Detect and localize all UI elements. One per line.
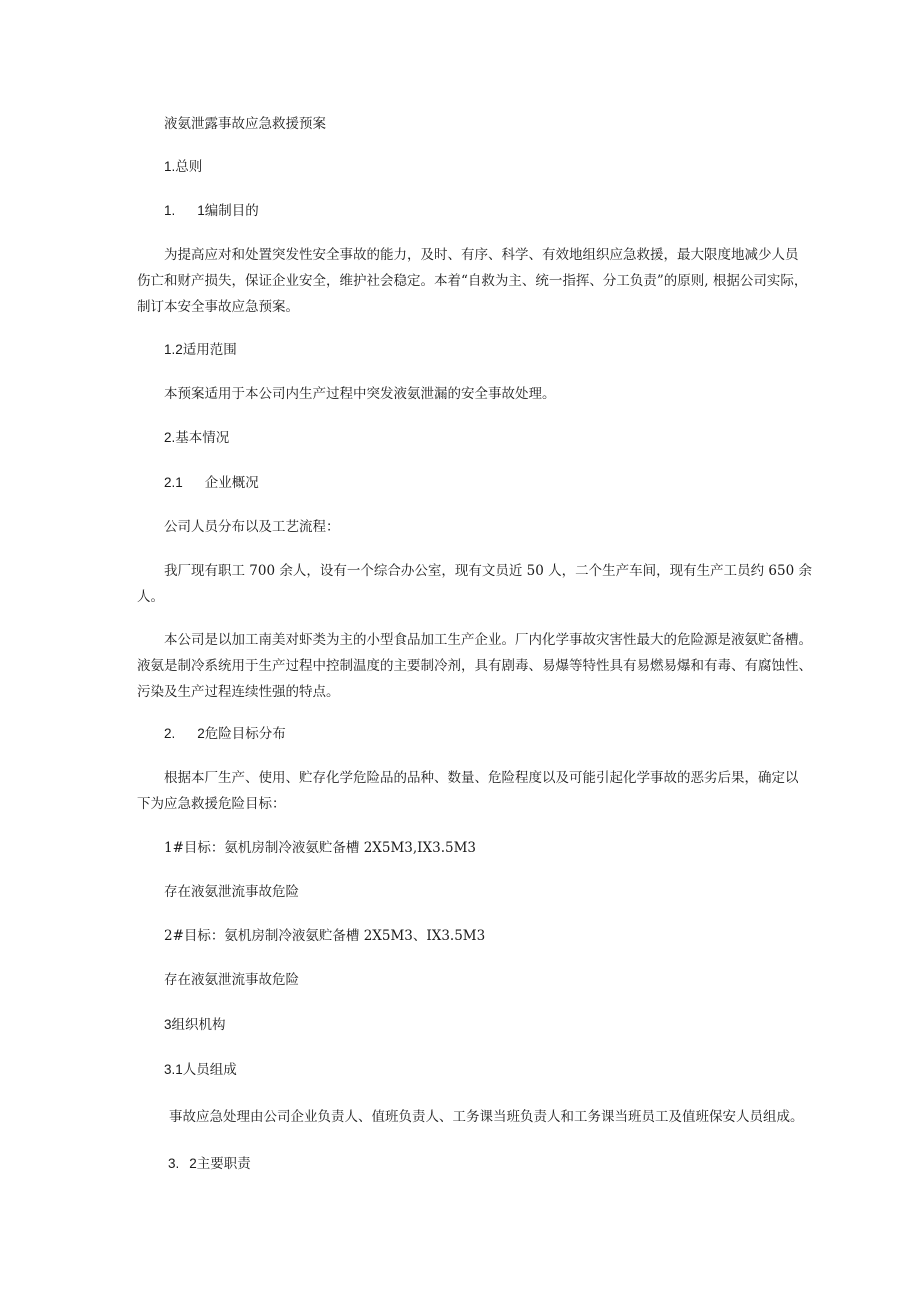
heading-number: 2.1 [164,475,183,490]
target-2: 2#目标：氨机房制冷液氨贮备槽 2X5M3、IX3.5M3 [164,928,486,944]
document-title: 液氨泄露事故应急救援预案 [164,116,326,132]
paragraph-scope: 本预案适用于本公司内生产过程中突发液氨泄漏的安全事故处理。 [164,386,556,402]
heading-text: 1编制目的 [197,203,259,218]
paragraph-company-line-2: 液氨是制冷系统用于生产过程中控制温度的主要制冷剂，具有剧毒、易爆等特性具有易燃易爆和有毒、有腐蚀性、 [137,658,812,674]
target-1-risk: 存在液氨泄流事故危险 [164,884,299,900]
heading-3-organization: 3组织机构 [164,1017,226,1032]
paragraph-purpose-line-3: 制订本安全事故应急预案。 [137,299,299,315]
heading-text: 2主要职责 [189,1156,251,1171]
heading-number: 2. [164,726,176,741]
target-2-risk: 存在液氨泄流事故危险 [164,972,299,988]
heading-2-2-hazards [164,724,286,744]
heading-2-basic: 2.基本情况 [164,430,230,445]
heading-1-general: 1.总则 [164,159,203,174]
paragraph-staff-line-1: 我厂现有职工 700 余人，设有一个综合办公室，现有文员近 50 人，二个生产车间，现有生产工员约 650 余 [164,563,812,579]
paragraph-company-line-3: 污染及生产过程连续性强的特点。 [137,684,340,700]
heading-text: 2危险目标分布 [197,726,286,741]
paragraph-hazards-line-1: 根据本厂生产、使用、贮存化学危险品的品种、数量、危险程度以及可能引起化学事故的恶劣后果，确定以 [164,770,799,786]
heading-3-2-duties [168,1154,251,1174]
heading-number: 3. [168,1156,180,1171]
paragraph-company-line-1: 本公司是以加工南美对虾类为主的小型食品加工生产企业。厂内化学事故灾害性最大的危险源是液氨贮备槽。 [164,632,812,648]
paragraph-hazards-line-2: 下为应急救援危险目标： [137,796,286,812]
heading-number: 1. [164,203,176,218]
heading-1-1-purpose [164,201,259,221]
paragraph-members: 事故应急处理由公司企业负责人、值班负责人、工务课当班负责人和工务课当班员工及值班保安人员组成。 [169,1109,804,1125]
paragraph-staff-process: 公司人员分布以及工艺流程： [164,519,340,535]
paragraph-staff-line-2: 人。 [137,589,164,605]
paragraph-purpose-line-2: 伤亡和财产损失，保证企业安全，维护社会稳定。本着“自救为主、统一指挥、分工负责”的原则, 根据公司实际， [137,273,808,289]
heading-2-1-overview [164,473,259,493]
heading-text: 企业概况 [204,475,259,490]
heading-3-1-members: 3.1人员组成 [164,1062,237,1077]
paragraph-purpose-line-1: 为提高应对和处置突发性安全事故的能力，及时、有序、科学、有效地组织应急救援，最大限度地减少人员 [164,247,799,263]
target-1: 1#目标：氨机房制冷液氨贮备槽 2X5M3,IX3.5M3 [164,840,477,856]
heading-1-2-scope: 1.2适用范围 [164,342,237,357]
